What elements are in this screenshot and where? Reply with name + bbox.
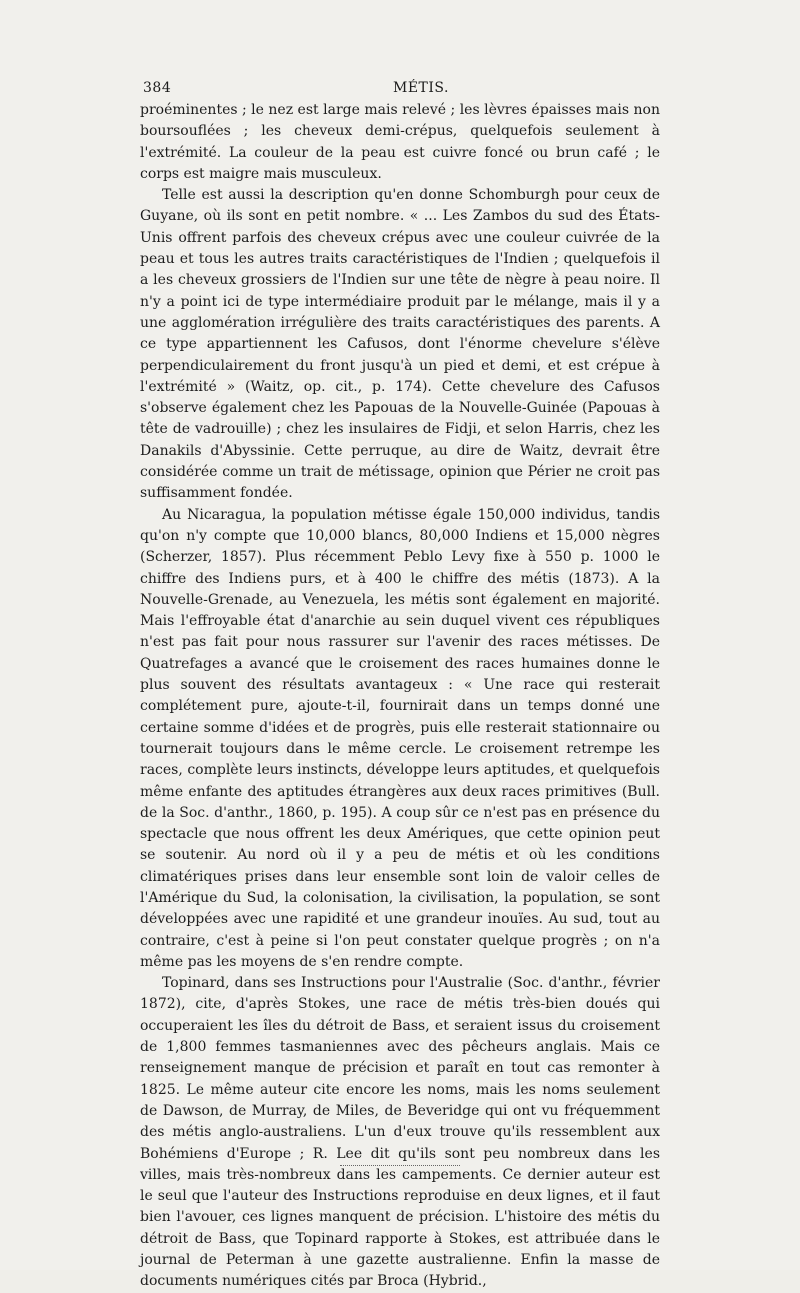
page-number: 384 (143, 80, 172, 96)
running-title: MÉTIS. (393, 80, 449, 96)
paragraph: Au Nicaragua, la population métisse égale 150,000 individus, tandis qu'on n'y compte que 10,000 blancs, 80,000 Indiens et 15,000 nègres (Scherzer, 1857). Plus récemment Peblo Levy fixe à 550 p. 1000 le chiffre des Indiens purs, et à 400 le chiffre des métis (1873). A la Nouvelle-Grenade, au Venezuela, les métis sont également en majorité. Mais l'effroyable état d'anarchie au sein duquel vivent ces républiques n'est pas fait pour nous rassurer sur l'avenir des races métisses. De Quatrefages a avancé que le croisement des races humaines donne le plus souvent des résultats avantageux : « Une race qui resterait complétement pure, ajoute-t-il, fournirait dans un temps donné une certaine somme d'idées et de progrès, puis elle resterait stationnaire ou tournerait toujours dans le même cercle. Le croisement retrempe les races, complète leurs instincts, développe leurs aptitudes, et quelquefois même enfante des aptitudes étrangères aux deux races primitives (Bull. de la Soc. d'anthr., 1860, p. 195). A coup sûr ce n'est pas en présence du spectacle que nous offrent les deux Amériques, que cette opinion peut se soutenir. Au nord où il y a peu de métis et où les conditions climatériques prises dans leur ensemble sont loin de valoir celles de l'Amérique du Sud, la colonisation, la civilisation, la population, se sont développées avec une rapidité et une grandeur inouïes. Au sud, tout au contraire, c'est à peine si l'on peut constater quelque progrès ; on n'a même pas les moyens de s'en rendre compte. (140, 506, 660, 970)
paragraph: proéminentes ; le nez est large mais relevé ; les lèvres épaisses mais non boursouflées ; les cheveux demi-crépus, quelquefois seulement à l'extrémité. La couleur de la peau est cuivre foncé ou brun café ; le corps est maigre mais musculeux. (140, 102, 660, 182)
paragraph: Telle est aussi la description qu'en donne Schomburgh pour ceux de Guyane, où ils sont en petit nombre. « ... Les Zambos du sud des États-Unis offrent parfois des cheveux crépus avec une couleur cuivrée de la peau et tous les autres traits caractéristiques de l'Indien ; quelquefois il a les cheveux grossiers de l'Indien sur une tête de nègre à peau noire. Il n'y a point ici de type intermédiaire produit par le mélange, mais il y a une agglomération irrégulière des traits caractéristiques des parents. A ce type appartiennent les Cafusos, dont l'énorme chevelure s'élève perpendiculairement du front jusqu'à un pied et demi, et est crépue à l'extrémité » (Waitz, op. cit., p. 174). Cette chevelure des Cafusos s'observe également chez les Papouas de la Nouvelle-Guinée (Papouas à tête de vadrouille) ; chez les insulaires de Fidji, et selon Harris, chez les Danakils d'Abyssinie. Cette perruque, au dire de Waitz, devrait être considérée comme un trait de métissage, opinion que Périer ne croit pas suffisamment fondée. (140, 187, 660, 502)
page-header (143, 80, 658, 102)
paragraph: Topinard, dans ses Instructions pour l'Australie (Soc. d'anthr., février 1872), cite, d'après Stokes, une race de métis très-bien doués qui occuperaient les îles du détroit de Bass, et seraient issus du croisement de 1,800 femmes tasmaniennes avec des pêcheurs anglais. Mais ce renseignement manque de précision et paraît en tout cas remonter à 1825. Le même auteur cite encore les noms, mais les noms seulement de Dawson, de Murray, de Miles, de Beveridge qui ont vu fréquemment des métis anglo-australiens. L'un d'eux trouve qu'ils ressemblent aux Bohémiens d'Europe ; R. Lee dit qu'ils sont peu nombreux dans les villes, mais très-nombreux dans les campements. Ce dernier auteur est le seul que l'auteur des Instructions reproduise en deux lignes, et il faut bien l'avouer, ces lignes manquent de précision. L'histoire des métis du détroit de Bass, que Topinard rapporte à Stokes, est attribuée dans le journal de Peterman à une gazette australienne. Enfin la masse de documents numériques cités par Broca (Hybrid., (140, 975, 660, 1290)
footer-ornament (340, 1165, 460, 1169)
body-text (140, 100, 660, 1293)
